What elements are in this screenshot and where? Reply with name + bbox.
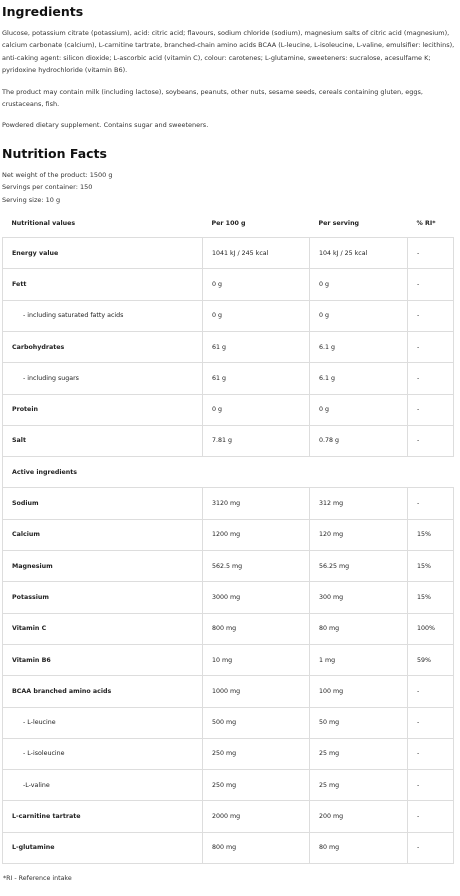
table-row: [3, 707, 454, 738]
table-row: [3, 519, 454, 550]
per-serving-cell: 200 mg: [310, 801, 408, 832]
table-row: [3, 738, 454, 769]
serving-size: Serving size: 10 g: [2, 195, 61, 204]
per-serving-cell: 0.78 g: [310, 425, 408, 456]
per-100g-cell: 800 mg: [203, 832, 310, 863]
ri-cell: 15%: [408, 519, 454, 550]
ri-cell: -: [408, 488, 454, 519]
ri-cell: -: [408, 770, 454, 801]
per-serving-cell: 56.25 mg: [310, 551, 408, 582]
per-serving-cell: 6.1 g: [310, 363, 408, 394]
per-100g-cell: 0 g: [203, 394, 310, 425]
ri-cell: 15%: [408, 551, 454, 582]
nutrient-name-cell: Magnesium: [3, 551, 203, 582]
nutrition-table-header: [3, 210, 454, 238]
per-100g-cell: 10 mg: [203, 644, 310, 675]
table-row: [3, 582, 454, 613]
per-serving-cell: 300 mg: [310, 582, 408, 613]
column-header-ri: % RI*: [416, 220, 436, 228]
per-100g-cell: 61 g: [203, 331, 310, 362]
nutrient-name-cell: - L-leucine: [3, 707, 203, 738]
per-serving-cell: 25 mg: [310, 770, 408, 801]
nutrition-table: [2, 210, 454, 864]
column-header-nutritional-values: Nutritional values: [11, 220, 76, 228]
nutrient-name-cell: - including sugars: [3, 363, 203, 394]
nutrient-name-cell: - L-isoleucine: [3, 738, 203, 769]
table-row: [3, 770, 454, 801]
nutrient-name-cell: Salt: [3, 425, 203, 456]
per-100g-cell: 1041 kJ / 245 kcal: [203, 238, 310, 269]
table-row: [3, 425, 454, 456]
per-100g-cell: 61 g: [203, 363, 310, 394]
per-100g-cell: 1200 mg: [203, 519, 310, 550]
ri-cell: -: [408, 676, 454, 707]
per-100g-cell: 562.5 mg: [203, 551, 310, 582]
nutrient-name-cell: Protein: [3, 394, 203, 425]
table-row: [3, 394, 454, 425]
per-serving-cell: 25 mg: [310, 738, 408, 769]
per-serving-cell: [310, 457, 408, 488]
product-description: Powdered dietary supplement. Contains sugar and sweeteners.: [2, 121, 209, 130]
ri-cell: -: [408, 363, 454, 394]
nutrient-name-cell: L-carnitine tartrate: [3, 801, 203, 832]
ingredients-composition: Glucose, potassium citrate (potassium), acid: citric acid; flavours, sodium chloride (sodium), magnesium salts of citric acid (magnesium), calcium carbonate (calcium), L-carnitine tartrate, branched-chain amino acids BCAA (L-leucine, L-isoleucine, L-valine, emulsifier: lecithins), anti-caking agent: silicon dioxide; L-ascorbic acid (vitamin C), colour: carotenes; L-glutamine, sweeteners: sucralose, acesulfame K; pyridoxine hydrochloride (vitamin B6).: [2, 29, 455, 75]
per-serving-cell: 80 mg: [310, 832, 408, 863]
per-serving-cell: 120 mg: [310, 519, 408, 550]
nutrient-name-cell: Vitamin B6: [3, 644, 203, 675]
nutrient-name-cell: - including saturated fatty acids: [3, 300, 203, 331]
per-serving-cell: 0 g: [310, 269, 408, 300]
ri-cell: -: [408, 238, 454, 269]
per-100g-cell: 250 mg: [203, 738, 310, 769]
ri-cell: -: [408, 707, 454, 738]
footnote: *RI - Reference intake: [3, 875, 72, 882]
servings-per-container: Servings per container: 150: [2, 183, 93, 192]
per-serving-cell: 50 mg: [310, 707, 408, 738]
table-row: [3, 300, 454, 331]
ri-cell: 100%: [408, 613, 454, 644]
ri-cell: -: [408, 331, 454, 362]
ingredients-heading: Ingredients: [2, 4, 84, 19]
nutrition-facts-heading: Nutrition Facts: [2, 145, 107, 161]
per-serving-cell: 312 mg: [310, 488, 408, 519]
table-row: [3, 676, 454, 707]
nutrition-table-body: [3, 238, 454, 864]
ri-cell: -: [408, 300, 454, 331]
ri-cell: -: [408, 394, 454, 425]
per-serving-cell: 6.1 g: [310, 331, 408, 362]
per-100g-cell: 0 g: [203, 300, 310, 331]
nutrient-name-cell: -L-valine: [3, 770, 203, 801]
per-100g-cell: 500 mg: [203, 707, 310, 738]
table-row: [3, 644, 454, 675]
per-100g-cell: 2000 mg: [203, 801, 310, 832]
per-serving-cell: 0 g: [310, 394, 408, 425]
per-serving-cell: 104 kJ / 25 kcal: [310, 238, 408, 269]
table-row: [3, 331, 454, 362]
table-row: [3, 488, 454, 519]
per-100g-cell: 3120 mg: [203, 488, 310, 519]
nutrient-name-cell: Potassium: [3, 582, 203, 613]
allergen-statement: The product may contain milk (including lactose), soybeans, peanuts, other nuts, sesame seeds, cereals containing gluten, eggs, crustaceans, fish.: [2, 87, 423, 109]
nutrient-name-cell: Energy value: [3, 238, 203, 269]
product-info: [0, 4, 460, 882]
per-100g-cell: 1000 mg: [203, 676, 310, 707]
ri-cell: -: [408, 269, 454, 300]
per-100g-cell: 0 g: [203, 269, 310, 300]
table-row: [3, 457, 454, 488]
ri-cell: -: [408, 738, 454, 769]
nutrient-name-cell: L-glutamine: [3, 832, 203, 863]
nutrient-name-cell: Sodium: [3, 488, 203, 519]
per-serving-cell: 100 mg: [310, 676, 408, 707]
per-serving-cell: 0 g: [310, 300, 408, 331]
ri-cell: -: [408, 832, 454, 863]
per-100g-cell: 3000 mg: [203, 582, 310, 613]
net-weight: Net weight of the product: 1500 g: [2, 170, 113, 179]
nutrient-name-cell: Active ingredients: [3, 457, 203, 488]
table-row: [3, 363, 454, 394]
column-header-per-serving: Per serving: [318, 220, 360, 228]
per-100g-cell: [203, 457, 310, 488]
per-100g-cell: 7.81 g: [203, 425, 310, 456]
table-row: [3, 551, 454, 582]
table-row: [3, 613, 454, 644]
nutrient-name-cell: BCAA branched amino acids: [3, 676, 203, 707]
column-header-per-100g: Per 100 g: [211, 220, 246, 228]
ri-cell: [408, 457, 454, 488]
per-serving-cell: 80 mg: [310, 613, 408, 644]
ri-cell: -: [408, 425, 454, 456]
per-serving-cell: 1 mg: [310, 644, 408, 675]
ri-cell: 15%: [408, 582, 454, 613]
ri-cell: 59%: [408, 644, 454, 675]
table-row: [3, 269, 454, 300]
table-row: [3, 801, 454, 832]
nutrient-name-cell: Vitamin C: [3, 613, 203, 644]
nutrient-name-cell: Fett: [3, 269, 203, 300]
ri-cell: -: [408, 801, 454, 832]
per-100g-cell: 800 mg: [203, 613, 310, 644]
table-row: [3, 832, 454, 863]
table-row: [3, 238, 454, 269]
nutrient-name-cell: Carbohydrates: [3, 331, 203, 362]
nutrient-name-cell: Calcium: [3, 519, 203, 550]
per-100g-cell: 250 mg: [203, 770, 310, 801]
